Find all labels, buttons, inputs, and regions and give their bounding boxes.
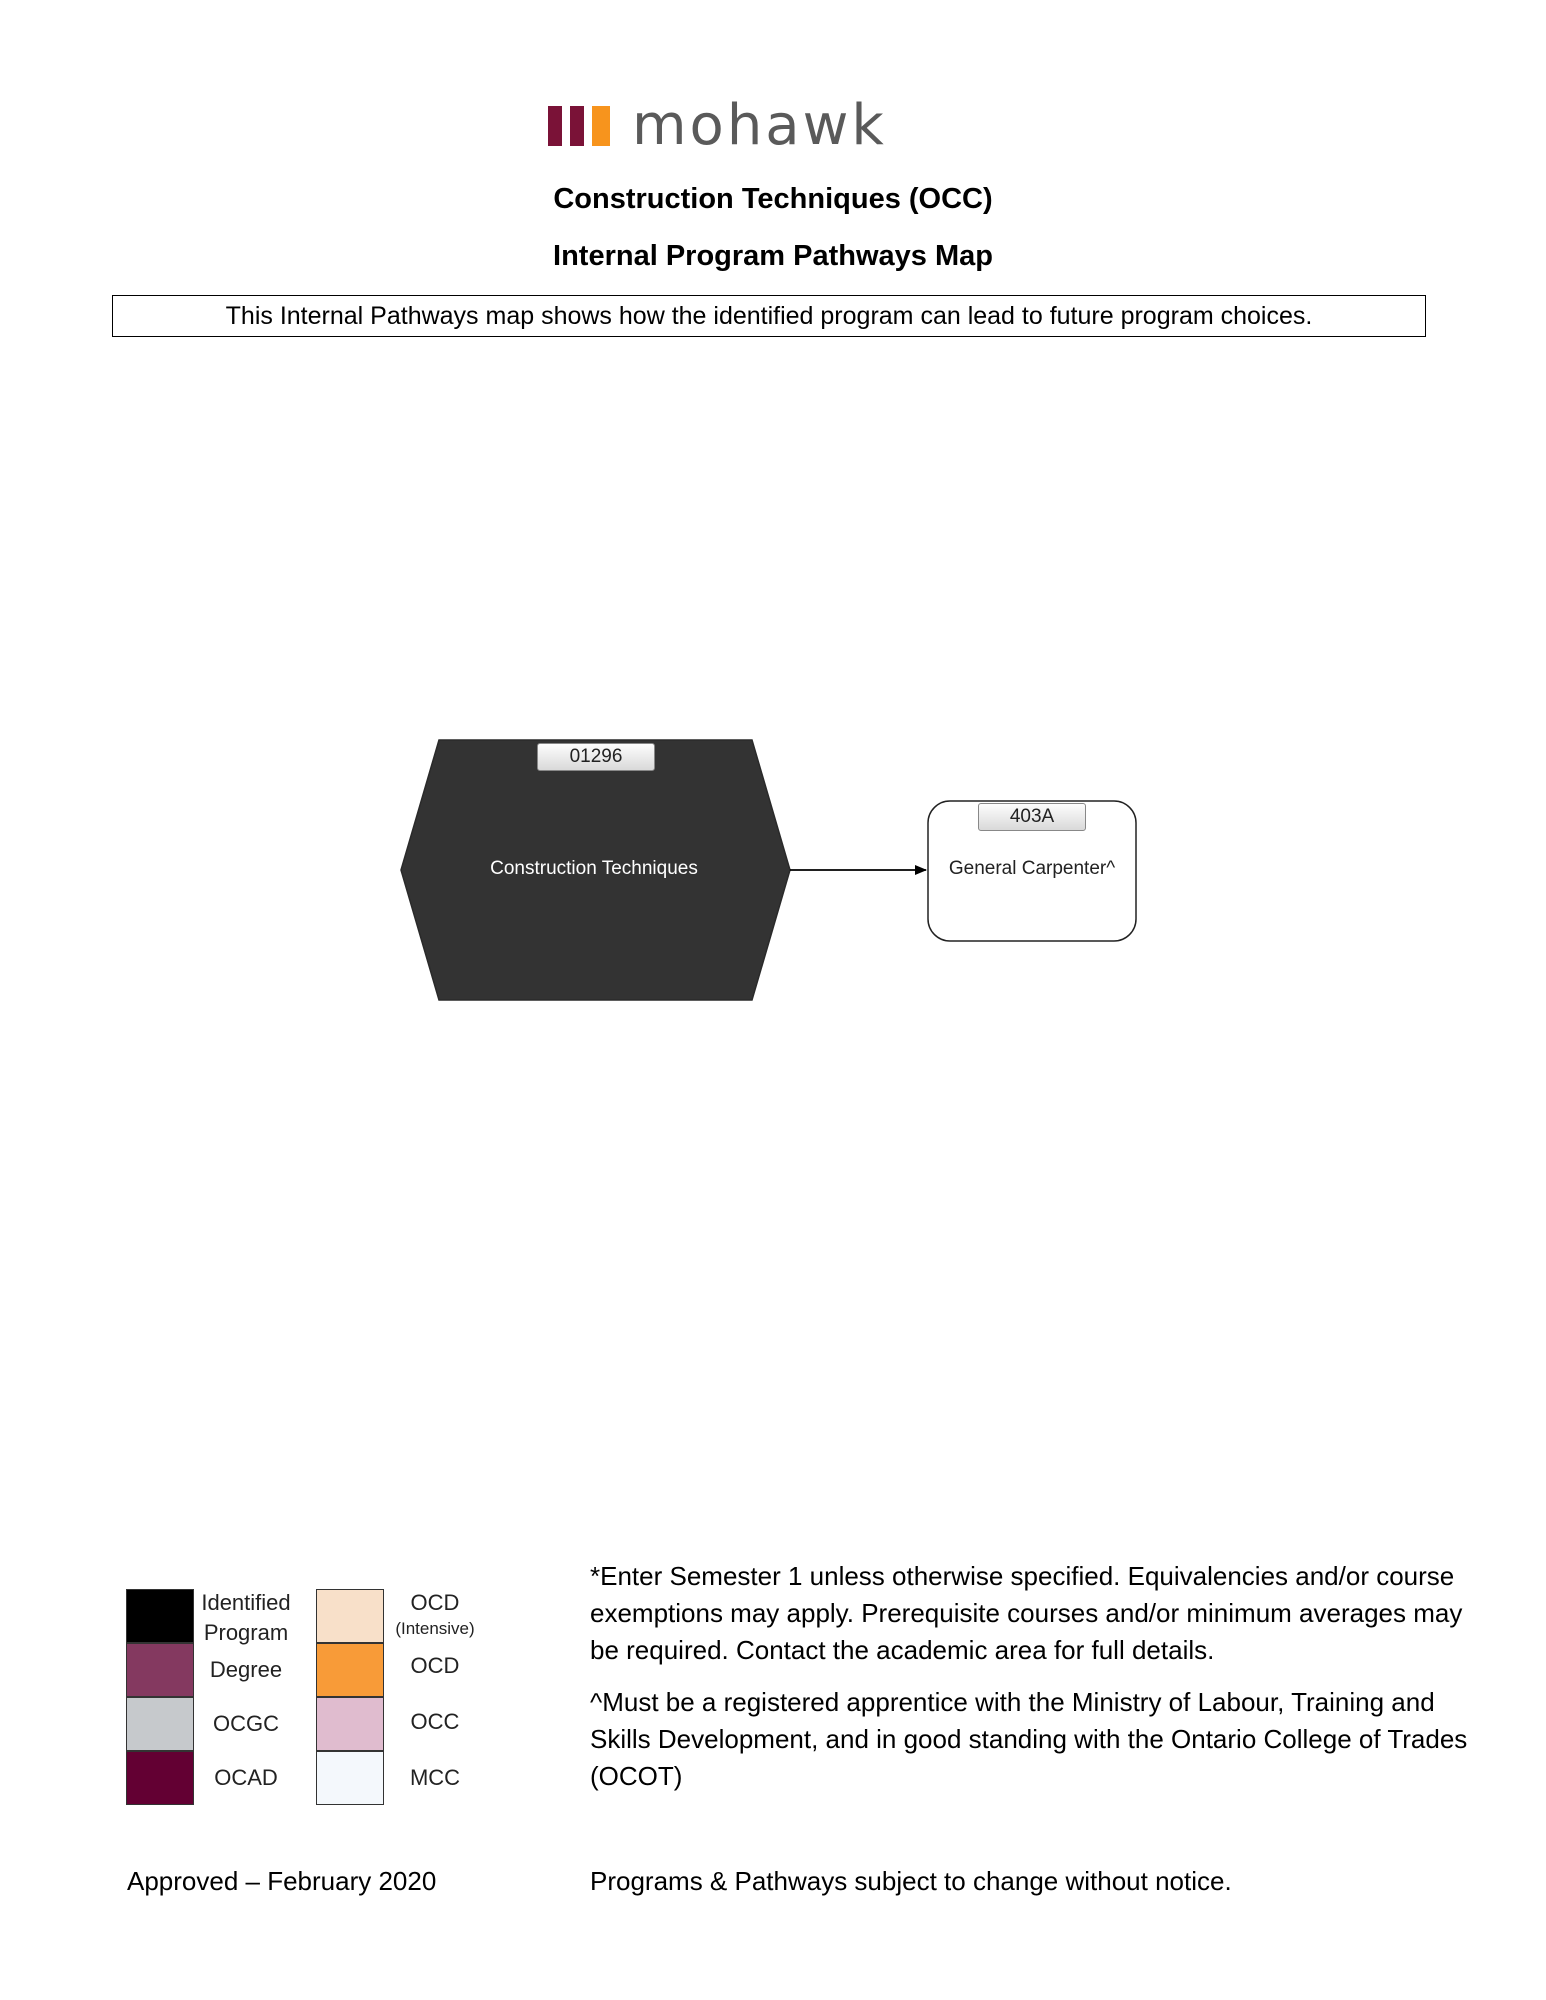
target-node-label: General Carpenter^	[948, 858, 1116, 879]
logo-bar-2	[570, 106, 584, 146]
legend-swatch-ocd	[316, 1643, 384, 1697]
legend	[118, 1566, 492, 1838]
page-subtitle: Internal Program Pathways Map	[553, 240, 993, 272]
legend-label-occ: OCC	[410, 1709, 460, 1734]
intro-text: This Internal Pathways map shows how the identified program can lead to future program choices.	[225, 302, 1313, 330]
legend-label-degree: Degree	[209, 1657, 283, 1682]
legend-label-ocad: OCAD	[214, 1765, 278, 1790]
approved-date: Approved – February 2020	[127, 1866, 437, 1896]
logo-bar-1	[548, 106, 562, 146]
legend-label-mcc: MCC	[409, 1765, 461, 1790]
legend-label-ocd-intensive	[386, 1588, 484, 1640]
source-node-label: Construction Techniques	[490, 858, 698, 879]
intro-box	[112, 295, 1426, 337]
legend-swatch-ocad	[126, 1751, 194, 1805]
legend-swatch-occ	[316, 1697, 384, 1751]
page-title: Construction Techniques (OCC)	[553, 183, 993, 215]
legend-swatch-ocd-intensive	[316, 1589, 384, 1643]
legend-swatch-identified	[126, 1589, 194, 1643]
target-code-tag: 403A	[978, 803, 1086, 831]
legend-swatch-mcc	[316, 1751, 384, 1805]
entry-note: *Enter Semester 1 unless otherwise specified. Equivalencies and/or course exemptions may apply. Prerequisite courses and/or minimum averages may be required. Contact the academic area for full details.	[590, 1561, 1463, 1665]
legend-ocd-intensive-line1: OCD	[410, 1590, 460, 1615]
legend-swatch-degree	[126, 1643, 194, 1697]
legend-label-ocd: OCD	[410, 1653, 460, 1678]
legend-label-identified	[196, 1588, 296, 1648]
legend-label-ocgc: OCGC	[213, 1711, 279, 1736]
logo-wordmark: mohawk	[632, 93, 887, 158]
mohawk-logo	[548, 93, 988, 158]
pathway-diagram	[394, 732, 1144, 1008]
legend-identified-line2: Program	[203, 1620, 289, 1645]
disclaimer: Programs & Pathways subject to change without notice.	[590, 1866, 1232, 1896]
legend-identified-line1: Identified	[201, 1590, 291, 1615]
legend-ocd-intensive-line2: (Intensive)	[395, 1619, 475, 1638]
source-code-tag: 01296	[537, 743, 655, 771]
logo-bar-3	[592, 106, 610, 146]
legend-swatch-ocgc	[126, 1697, 194, 1751]
apprentice-note: ^Must be a registered apprentice with the Ministry of Labour, Training and Skills Development, and in good standing with the Ontario College of Trades (OCOT)	[590, 1687, 1468, 1791]
